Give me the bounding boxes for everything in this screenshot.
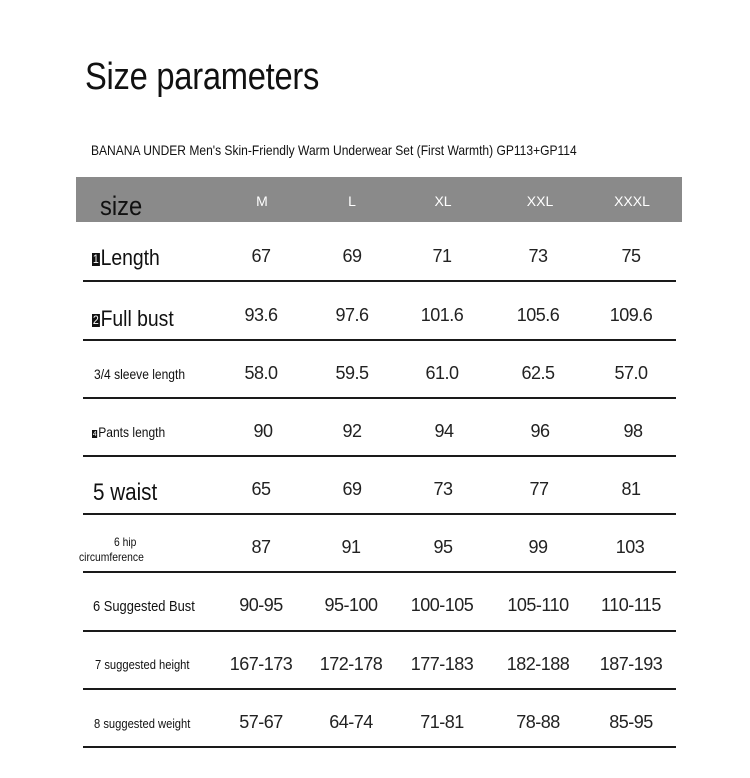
table-cell: 101.6 bbox=[420, 305, 464, 325]
row-label-sleeve-length: 3/4 sleeve length bbox=[94, 366, 186, 382]
table-cell: 172-178 bbox=[319, 654, 383, 674]
row-divider bbox=[83, 630, 676, 632]
table-cell: 59.5 bbox=[335, 363, 369, 383]
table-cell: 81 bbox=[621, 479, 641, 499]
row-label-hip-line2: circumference bbox=[79, 550, 144, 564]
size-header-label: size bbox=[100, 191, 143, 221]
table-cell: 77 bbox=[529, 479, 549, 499]
table-cell: 71 bbox=[432, 246, 452, 266]
table-cell: 69 bbox=[342, 246, 362, 266]
row-divider bbox=[83, 688, 676, 690]
page-title: Size parameters bbox=[85, 56, 320, 98]
size-column-m: M bbox=[256, 193, 268, 209]
table-cell: 71-81 bbox=[420, 712, 464, 732]
table-cell: 167-173 bbox=[229, 654, 293, 674]
row-divider bbox=[83, 571, 676, 573]
product-subtitle: BANANA UNDER Men's Skin-Friendly Warm Underwear Set (First Warmth) GP113+GP114 bbox=[91, 142, 577, 158]
table-cell: 57-67 bbox=[239, 712, 283, 732]
size-column-xxl: XXL bbox=[526, 193, 554, 209]
table-cell: 187-193 bbox=[599, 654, 663, 674]
table-cell: 73 bbox=[528, 246, 548, 266]
table-cell: 100-105 bbox=[410, 595, 474, 615]
row-divider bbox=[83, 339, 676, 341]
table-cell: 90-95 bbox=[239, 595, 283, 615]
table-cell: 65 bbox=[251, 479, 271, 499]
size-column-l: L bbox=[348, 193, 356, 209]
table-header-bar bbox=[76, 177, 682, 222]
table-cell: 91 bbox=[341, 537, 361, 557]
row-divider bbox=[83, 455, 676, 457]
table-cell: 57.0 bbox=[614, 363, 648, 383]
row-label-suggested-bust: 6 Suggested Bust bbox=[93, 598, 195, 615]
table-cell: 73 bbox=[433, 479, 453, 499]
row-label-suggested-weight: 8 suggested weight bbox=[94, 716, 191, 731]
table-cell: 67 bbox=[251, 246, 271, 266]
table-cell: 95 bbox=[433, 537, 453, 557]
table-cell: 105.6 bbox=[516, 305, 560, 325]
table-cell: 75 bbox=[621, 246, 641, 266]
marker-glyph: 2 bbox=[92, 313, 99, 328]
table-cell: 78-88 bbox=[516, 712, 560, 732]
table-cell: 94 bbox=[434, 421, 454, 441]
table-cell: 182-188 bbox=[506, 654, 570, 674]
row-divider bbox=[83, 397, 676, 399]
table-cell: 58.0 bbox=[244, 363, 278, 383]
marker-glyph: 1 bbox=[92, 252, 99, 267]
table-cell: 95-100 bbox=[324, 595, 378, 615]
row-label-suggested-height: 7 suggested height bbox=[95, 657, 190, 672]
table-cell: 110-115 bbox=[601, 595, 661, 615]
row-label-length: 1Length bbox=[92, 245, 160, 270]
table-cell: 61.0 bbox=[425, 363, 459, 383]
table-cell: 96 bbox=[530, 421, 550, 441]
table-cell: 109.6 bbox=[609, 305, 653, 325]
row-divider bbox=[83, 513, 676, 515]
marker-glyph: 4 bbox=[92, 428, 97, 438]
table-cell: 85-95 bbox=[609, 712, 653, 732]
row-divider bbox=[83, 280, 676, 282]
table-cell: 105-110 bbox=[507, 595, 569, 615]
table-cell: 177-183 bbox=[410, 654, 474, 674]
table-cell: 99 bbox=[528, 537, 548, 557]
table-cell: 92 bbox=[342, 421, 362, 441]
size-column-xl: XL bbox=[434, 193, 452, 209]
table-cell: 93.6 bbox=[244, 305, 278, 325]
row-label-hip-line1: 6 hip bbox=[114, 535, 137, 549]
table-cell: 64-74 bbox=[329, 712, 373, 732]
table-cell: 98 bbox=[623, 421, 643, 441]
table-cell: 62.5 bbox=[521, 363, 555, 383]
table-cell: 87 bbox=[251, 537, 271, 557]
row-label-waist: 5 waist bbox=[93, 479, 158, 506]
table-cell: 103 bbox=[615, 537, 645, 557]
table-cell: 90 bbox=[253, 421, 273, 441]
table-cell: 97.6 bbox=[335, 305, 369, 325]
row-divider bbox=[83, 746, 676, 748]
table-cell: 69 bbox=[342, 479, 362, 499]
row-label-pants-length: 4 Pants length bbox=[92, 424, 166, 440]
size-column-xxxl: XXXL bbox=[614, 193, 650, 209]
row-label-full-bust: 2Full bust bbox=[92, 306, 174, 331]
